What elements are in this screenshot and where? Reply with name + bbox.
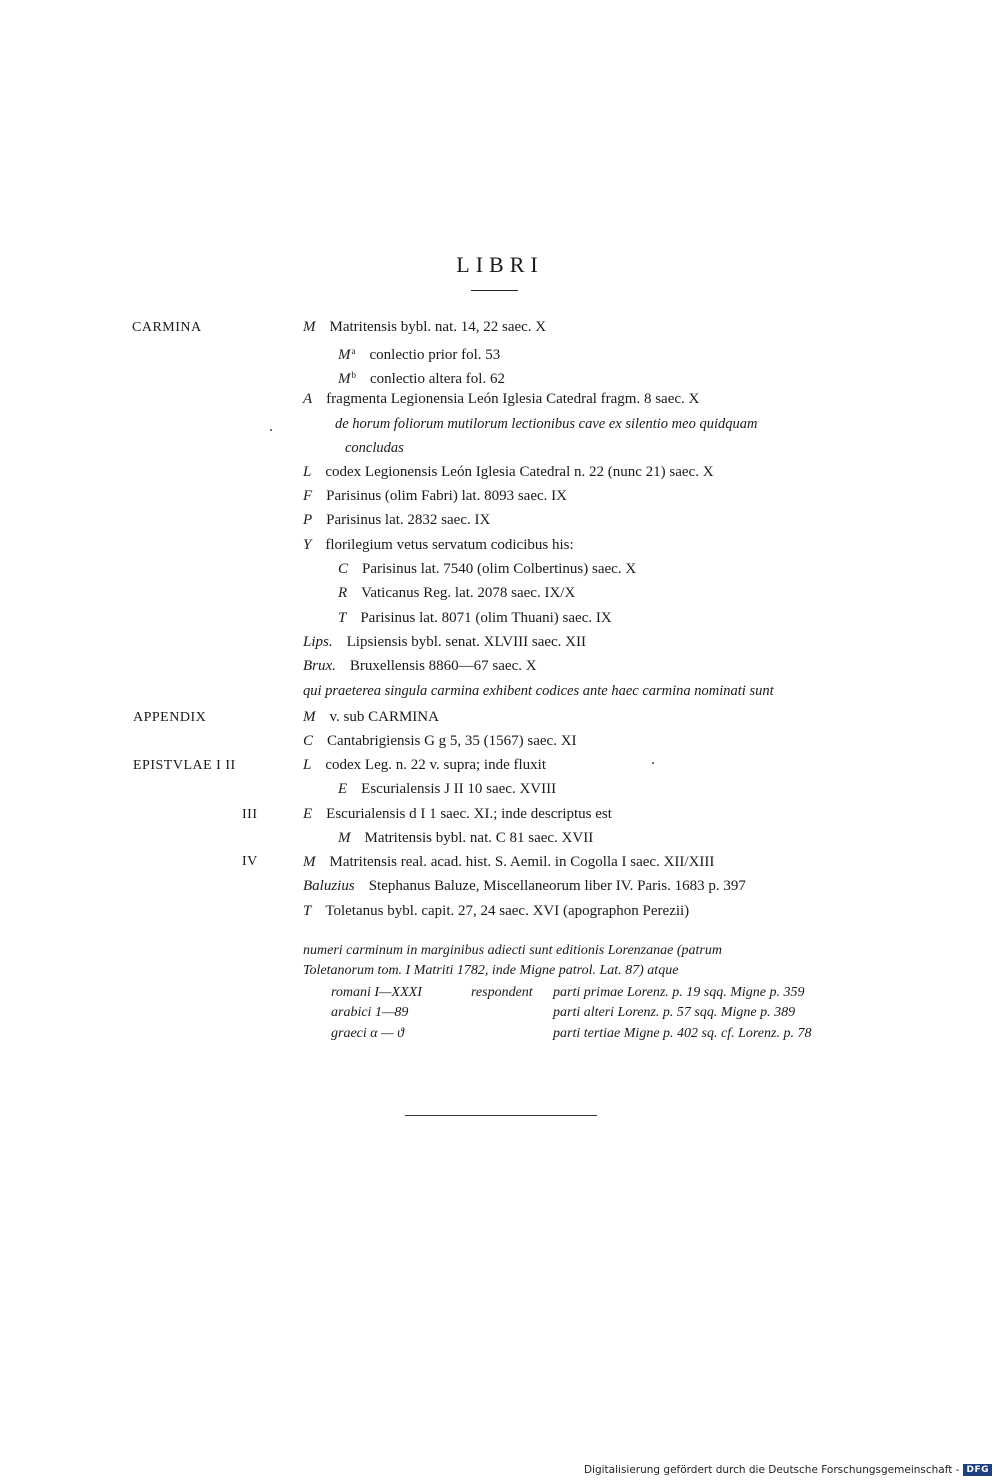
- numeri-row-label: romani I—XXXI: [331, 985, 422, 1000]
- siglum: P: [303, 512, 313, 528]
- numeri-row-mid: respondent: [471, 985, 533, 1000]
- siglum: $M^a$: [338, 346, 356, 363]
- list-item: R Vaticanus Reg. lat. 2078 saec. IX/X: [338, 585, 576, 601]
- list-item: F Parisinus (olim Fabri) lat. 8093 saec. IX: [303, 488, 567, 504]
- list-item: E Escurialensis d I 1 saec. XI.; inde descriptus est: [303, 806, 612, 822]
- list-item: $M^a$ conlectio prior fol. 53: [338, 342, 500, 364]
- siglum: L: [303, 757, 312, 773]
- digitization-footer: [584, 1464, 992, 1476]
- siglum: A: [303, 391, 313, 407]
- print-speck: [270, 429, 272, 431]
- note-line: qui praeterea singula carmina exhibent codices ante haec carmina nominati sunt: [303, 683, 774, 699]
- siglum: Y: [303, 537, 312, 553]
- list-item: T Parisinus lat. 8071 (olim Thuani) saec. IX: [338, 610, 612, 626]
- list-item: $M^b$ conlectio altera fol. 62: [338, 366, 505, 388]
- numeri-line-2: Toletanorum tom. I Matriti 1782, inde Migne patrol. Lat. 87) atque: [303, 963, 679, 978]
- siglum: T: [303, 903, 312, 919]
- numeri-row-text: parti primae Lorenz. p. 19 sqq. Migne p. 359: [553, 985, 805, 1000]
- section-iii: III: [242, 807, 258, 822]
- list-item: C Cantabrigiensis G g 5, 35 (1567) saec. XI: [303, 733, 577, 749]
- list-item: Baluzius Stephanus Baluze, Miscellaneorum liber IV. Paris. 1683 p. 397: [303, 878, 746, 894]
- siglum: R: [338, 585, 348, 601]
- list-item: Y florilegium vetus servatum codicibus his:: [303, 537, 574, 553]
- siglum: F: [303, 488, 313, 504]
- list-item: L codex Leg. n. 22 v. supra; inde fluxit: [303, 757, 546, 773]
- list-item: C Parisinus lat. 7540 (olim Colbertinus) saec. X: [338, 561, 637, 577]
- note-line: concludas: [345, 440, 404, 456]
- note-line: de horum foliorum mutilorum lectionibus cave ex silentio meo quidquam: [335, 416, 758, 432]
- list-item: Brux. Bruxellensis 8860—67 saec. X: [303, 658, 537, 674]
- list-item: M Matritensis bybl. nat. 14, 22 saec. X: [303, 319, 547, 335]
- numeri-row-label: arabici 1—89: [331, 1005, 409, 1020]
- list-item: A fragmenta Legionensia León Iglesia Catedral fragm. 8 saec. X: [303, 391, 700, 407]
- siglum: T: [338, 610, 347, 626]
- print-speck: [652, 762, 654, 764]
- numeri-line-1: numeri carminum in marginibus adiecti sunt editionis Lorenzanae (patrum: [303, 943, 722, 958]
- siglum: M: [338, 830, 351, 846]
- siglum: Baluzius: [303, 878, 355, 894]
- siglum: E: [338, 781, 348, 797]
- list-item: E Escurialensis J II 10 saec. XVIII: [338, 781, 557, 797]
- siglum: Lips.: [303, 634, 333, 650]
- page-title: LIBRI: [456, 252, 544, 277]
- numeri-row-text: parti alteri Lorenz. p. 57 sqq. Migne p. 389: [553, 1005, 796, 1020]
- numeri-row-text: parti tertiae Migne p. 402 sq. cf. Lorenz. p. 78: [553, 1026, 812, 1041]
- list-item: M v. sub CARMINA: [303, 709, 439, 725]
- siglum: Brux.: [303, 658, 336, 674]
- siglum: E: [303, 806, 313, 822]
- section-appendix: APPENDIX: [133, 710, 207, 725]
- siglum: C: [338, 561, 349, 577]
- section-epistulae: EPISTVLAE I II: [133, 758, 236, 773]
- footer-text: Digitalisierung gefördert durch die Deutsche Forschungsgemeinschaft -: [583, 1464, 960, 1476]
- siglum: M: [303, 709, 316, 725]
- list-item: M Matritensis bybl. nat. C 81 saec. XVII: [338, 830, 594, 846]
- list-item: L codex Legionensis León Iglesia Catedral n. 22 (nunc 21) saec. X: [303, 464, 714, 480]
- list-item: Lips. Lipsiensis bybl. senat. XLVIII saec. XII: [303, 634, 587, 650]
- section-carmina: CARMINA: [132, 320, 202, 335]
- siglum: L: [303, 464, 312, 480]
- list-item: T Toletanus bybl. capit. 27, 24 saec. XVI (apographon Perezii): [303, 903, 690, 919]
- title-rule: [471, 290, 518, 291]
- bottom-rule: [405, 1115, 597, 1116]
- list-item: M Matritensis real. acad. hist. S. Aemil. in Cogolla I saec. XII/XIII: [303, 854, 715, 870]
- siglum: M: [303, 854, 316, 870]
- siglum: M: [303, 319, 316, 335]
- section-iv: IV: [242, 854, 258, 869]
- list-item: P Parisinus lat. 2832 saec. IX: [303, 512, 491, 528]
- dfg-logo: DFG: [963, 1464, 992, 1476]
- siglum: C: [303, 733, 314, 749]
- numeri-row-label: graeci α — ϑ: [331, 1026, 404, 1041]
- siglum: $M^b$: [338, 370, 356, 387]
